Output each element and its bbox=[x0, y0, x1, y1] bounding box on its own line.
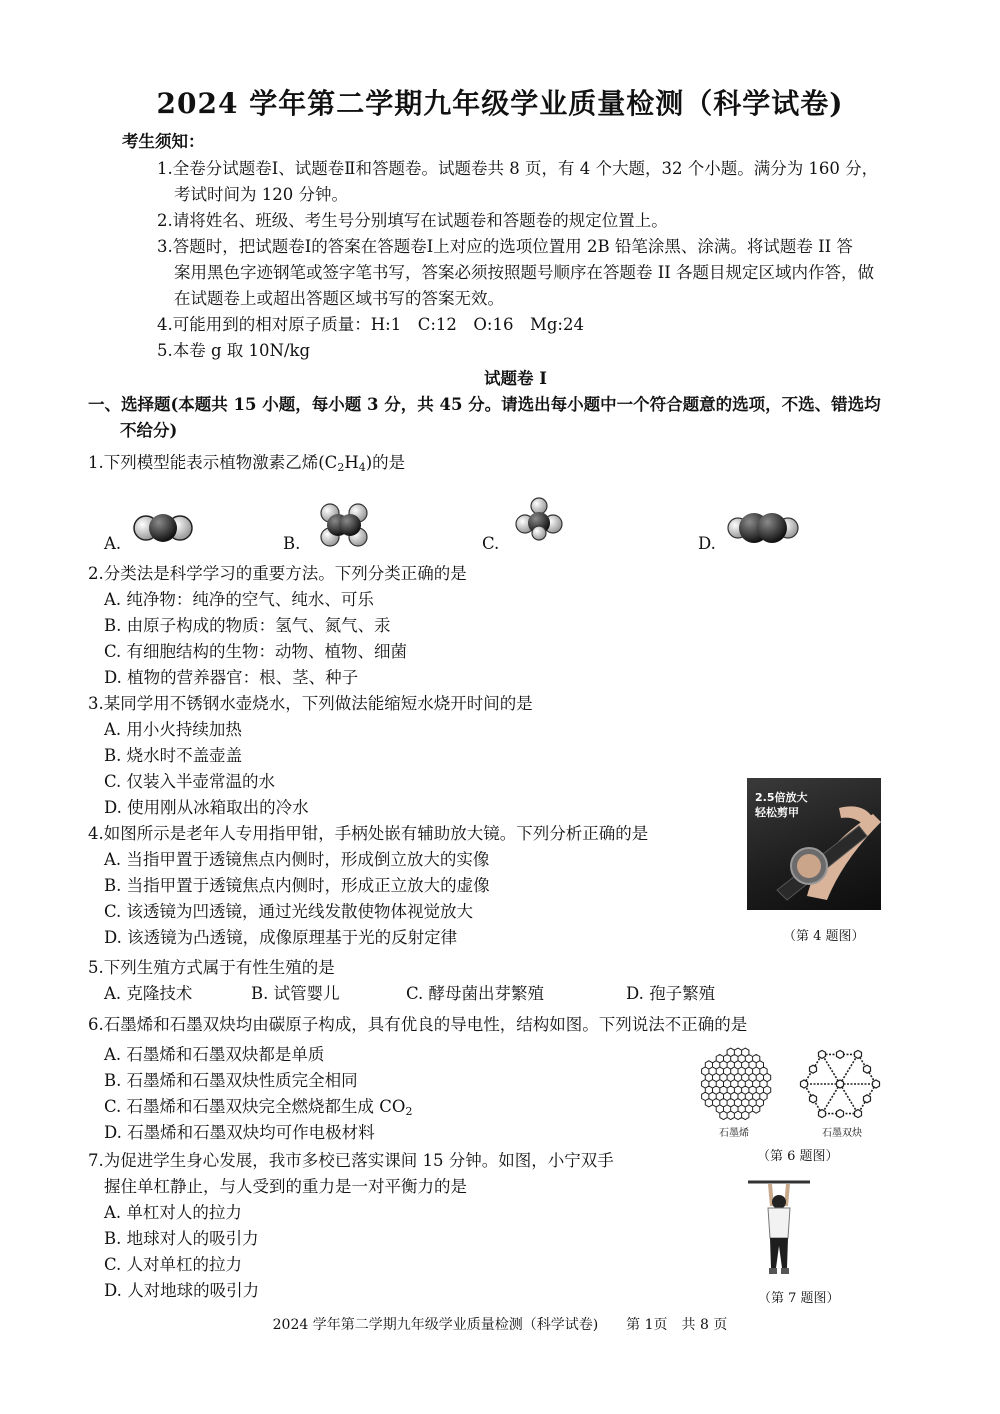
notice-item: 5.本卷 g 取 10N/kg bbox=[157, 341, 311, 360]
graphdiyne-label: 石墨双炔 bbox=[822, 1128, 862, 1139]
clipper-illustration bbox=[747, 778, 881, 910]
q3-option: C. 仅装入半壶常温的水 bbox=[104, 772, 276, 791]
q7-option: B. 地球对人的吸引力 bbox=[104, 1229, 259, 1248]
q5-option: C. 酵母菌出芽繁殖 bbox=[406, 984, 545, 1003]
q7-stem-line2: 握住单杠静止，与人受到的重力是一对平衡力的是 bbox=[104, 1177, 467, 1196]
nail-clipper-photo bbox=[747, 778, 881, 910]
notice-item: 3.答题时，把试题卷Ⅰ的答案在答题卷Ⅰ上对应的选项位置用 2B 铅笔涂黑、涂满。将试题卷 II 答 bbox=[157, 237, 853, 256]
q5-stem: 5.下列生殖方式属于有性生殖的是 bbox=[88, 958, 335, 977]
graphene-label: 石墨烯 bbox=[719, 1128, 749, 1139]
page-title: 2024 学年第二学期九年级学业质量检测（科学试卷) bbox=[156, 87, 844, 120]
section-heading-line2: 不给分) bbox=[120, 421, 178, 440]
notice-heading: 考生须知： bbox=[122, 132, 205, 151]
q7-caption: （第 7 题图） bbox=[758, 1291, 840, 1306]
q3-option: B. 烧水时不盖壶盖 bbox=[104, 746, 243, 765]
q6-option: A. 石墨烯和石墨双炔都是单质 bbox=[104, 1045, 325, 1064]
q1-model-b bbox=[318, 502, 370, 548]
q1-stem-text: 1.下列模型能表示植物激素乙烯(C bbox=[88, 453, 338, 472]
q1-model-a bbox=[132, 512, 194, 544]
q4-option: B. 当指甲置于透镜焦点内侧时，形成正立放大的虚像 bbox=[104, 876, 490, 895]
q4-caption: （第 4 题图） bbox=[783, 929, 865, 944]
q6-stem: 6.石墨烯和石墨双炔均由碳原子构成，具有优良的导电性，结构如图。下列说法不正确的是 bbox=[88, 1015, 748, 1034]
q1-stem bbox=[88, 452, 405, 479]
q2-option: B. 由原子构成的物质：氢气、氮气、汞 bbox=[104, 616, 391, 635]
photo-text: 2.5倍放大 bbox=[755, 791, 808, 804]
q1-model-c bbox=[514, 497, 564, 541]
graphene-structure-figure bbox=[698, 1046, 774, 1122]
q2-option: C. 有细胞结构的生物：动物、植物、细菌 bbox=[104, 642, 408, 661]
q6-option bbox=[104, 1096, 412, 1123]
notice-item: 4.可能用到的相对原子质量：H:1 C:12 O:16 Mg:24 bbox=[157, 315, 584, 334]
notice-item: 考试时间为 120 分钟。 bbox=[174, 185, 348, 204]
q2-stem: 2.分类法是科学学习的重要方法。下列分类正确的是 bbox=[88, 564, 467, 583]
q6-sub: 2 bbox=[405, 1105, 413, 1118]
q3-option: A. 用小火持续加热 bbox=[104, 720, 242, 739]
q1-stem-text: H bbox=[344, 453, 359, 472]
q2-option: D. 植物的营养器官：根、茎、种子 bbox=[104, 668, 359, 687]
notice-item: 1.全卷分试题卷Ⅰ、试题卷Ⅱ和答题卷。试题卷共 8 页，有 4 个大题，32 个小题。满分为 160 分， bbox=[157, 159, 879, 178]
q4-option: D. 该透镜为凸透镜，成像原理基于光的反射定律 bbox=[104, 928, 458, 947]
pull-up-figure bbox=[746, 1176, 812, 1282]
q1-model-d bbox=[726, 510, 800, 546]
notice-item: 案用黑色字迹钢笔或签字笔书写，答案必须按照题号顺序在答题卷 II 各题目规定区域内作答，做 bbox=[174, 263, 875, 282]
q6-caption: （第 6 题图） bbox=[757, 1149, 839, 1164]
q1-sub: 4 bbox=[358, 461, 366, 474]
q5-option: D. 孢子繁殖 bbox=[626, 984, 716, 1003]
q5-option: A. 克隆技术 bbox=[104, 984, 193, 1003]
q7-option: A. 单杠对人的拉力 bbox=[104, 1203, 242, 1222]
q5-option: B. 试管婴儿 bbox=[251, 984, 340, 1003]
q3-stem: 3.某同学用不锈钢水壶烧水，下列做法能缩短水烧开时间的是 bbox=[88, 694, 533, 713]
q1-option-a-label: A. bbox=[104, 534, 122, 553]
graphdiyne-structure-figure bbox=[784, 1044, 896, 1124]
section-heading-line1: 一、选择题(本题共 15 小题，每小题 3 分，共 45 分。请选出每小题中一个符合题意的选项，不选、错选均 bbox=[88, 395, 881, 414]
section-label: 试题卷 Ⅰ bbox=[484, 369, 547, 388]
q1-sub: 2 bbox=[337, 461, 345, 474]
notice-item: 在试题卷上或超出答题区域书写的答案无效。 bbox=[174, 289, 504, 308]
q1-option-c-label: C. bbox=[482, 534, 500, 553]
q3-option: D. 使用刚从冰箱取出的冷水 bbox=[104, 798, 309, 817]
q4-option: C. 该透镜为凹透镜，通过光线发散使物体视觉放大 bbox=[104, 902, 474, 921]
q2-option: A. 纯净物：纯净的空气、纯水、可乐 bbox=[104, 590, 374, 609]
q6-option: B. 石墨烯和石墨双炔性质完全相同 bbox=[104, 1071, 358, 1090]
photo-text: 轻松剪甲 bbox=[755, 806, 799, 819]
q6-option: D. 石墨烯和石墨双炔均可作电极材料 bbox=[104, 1123, 375, 1142]
page-footer: 2024 学年第二学期九年级学业质量检测（科学试卷) 第 1页 共 8 页 bbox=[272, 1317, 728, 1333]
notice-item: 2.请将姓名、班级、考生号分别填写在试题卷和答题卷的规定位置上。 bbox=[157, 211, 668, 230]
q7-stem-line1: 7.为促进学生身心发展，我市多校已落实课间 15 分钟。如图，小宁双手 bbox=[88, 1151, 614, 1170]
q1-stem-text: )的是 bbox=[365, 453, 406, 472]
q6-option-text: C. 石墨烯和石墨双炔完全燃烧都生成 CO bbox=[104, 1097, 406, 1116]
q1-option-d-label: D. bbox=[698, 534, 716, 553]
q4-option: A. 当指甲置于透镜焦点内侧时，形成倒立放大的实像 bbox=[104, 850, 490, 869]
q7-option: C. 人对单杠的拉力 bbox=[104, 1255, 243, 1274]
q1-option-b-label: B. bbox=[283, 534, 301, 553]
q4-stem: 4.如图所示是老年人专用指甲钳，手柄处嵌有辅助放大镜。下列分析正确的是 bbox=[88, 824, 649, 843]
q7-option: D. 人对地球的吸引力 bbox=[104, 1281, 260, 1300]
